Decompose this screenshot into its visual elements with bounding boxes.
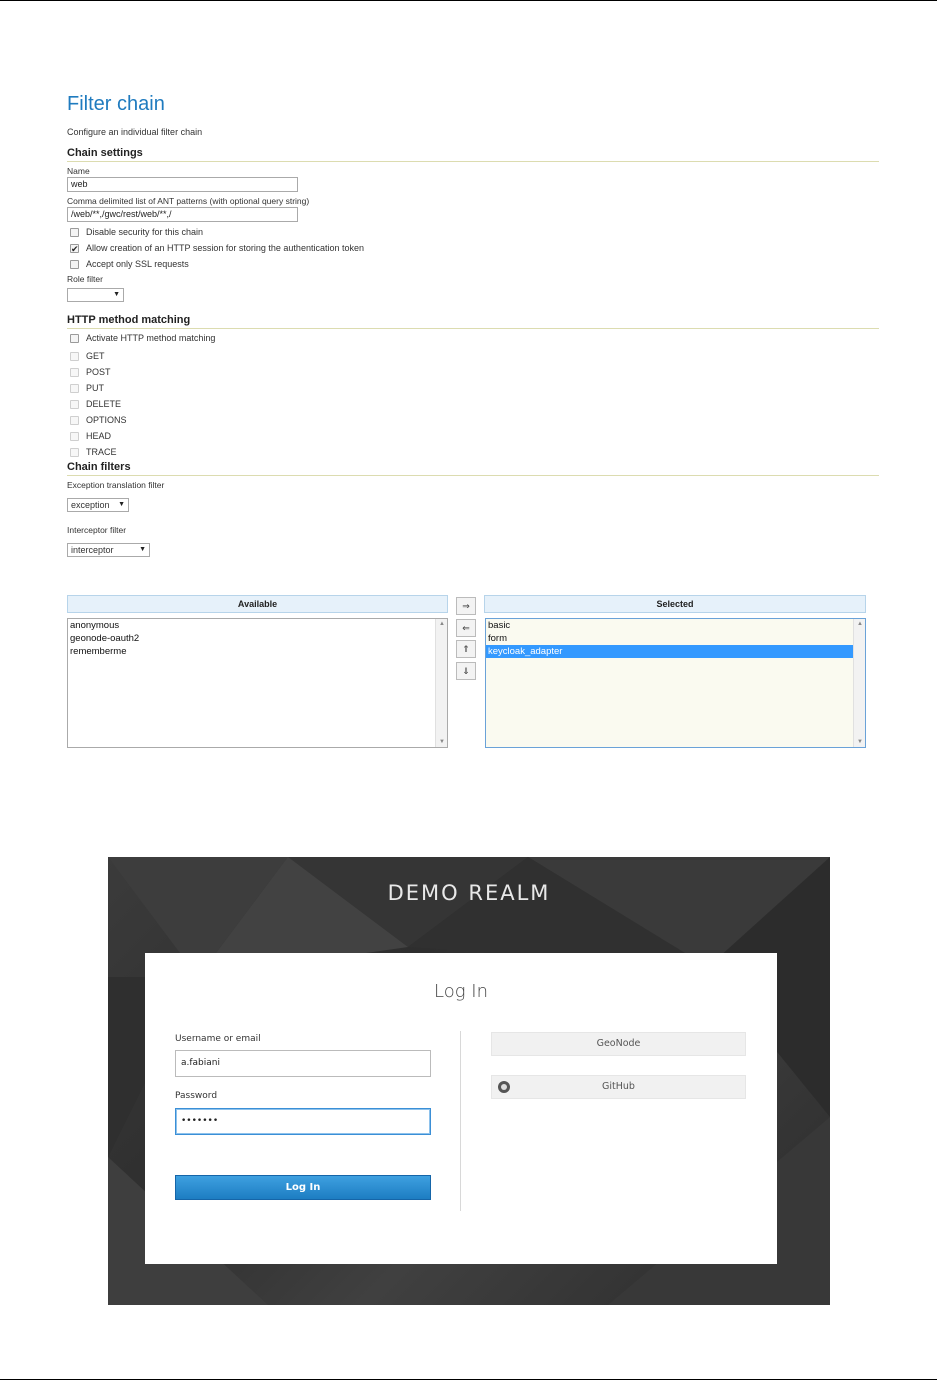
- github-provider-label: GitHub: [602, 1081, 635, 1092]
- http-method-label: HEAD: [86, 431, 112, 441]
- remove-filter-button[interactable]: ⇐: [456, 619, 476, 637]
- dropdown-arrow-icon: ▼: [139, 546, 146, 553]
- name-label: Name: [67, 166, 90, 176]
- scroll-down-icon[interactable]: ▼: [857, 739, 863, 745]
- http-method-label: POST: [86, 367, 111, 377]
- selected-header: Selected: [484, 595, 866, 613]
- interceptor-filter-value: interceptor: [71, 545, 114, 555]
- http-method-checkbox[interactable]: [70, 368, 79, 377]
- chain-settings-heading: Chain settings: [67, 147, 879, 162]
- dropdown-arrow-icon: ▼: [113, 291, 120, 298]
- scroll-down-icon[interactable]: ▼: [439, 739, 445, 745]
- list-item[interactable]: form: [488, 633, 507, 644]
- patterns-label: Comma delimited list of ANT patterns (with optional query string): [67, 196, 310, 206]
- move-up-button[interactable]: ⇑: [456, 640, 476, 658]
- http-method-label: DELETE: [86, 399, 122, 409]
- filter-palette: [67, 595, 879, 750]
- http-method-checkbox[interactable]: [70, 448, 79, 457]
- available-scrollbar[interactable]: [435, 619, 447, 747]
- http-method-checkbox[interactable]: [70, 416, 79, 425]
- selected-list[interactable]: [485, 618, 866, 748]
- login-button[interactable]: Log In: [175, 1175, 431, 1200]
- list-item[interactable]: geonode-oauth2: [70, 633, 140, 644]
- available-list[interactable]: [67, 618, 448, 748]
- login-title: Log In: [434, 981, 488, 1002]
- http-method-label: TRACE: [86, 447, 117, 457]
- ssl-only-checkbox[interactable]: [70, 260, 79, 269]
- interceptor-filter-select[interactable]: [67, 543, 150, 557]
- role-filter-select[interactable]: [67, 288, 124, 302]
- page-subtitle: Configure an individual filter chain: [67, 127, 203, 137]
- disable-security-checkbox[interactable]: [70, 228, 79, 237]
- list-item[interactable]: rememberme: [70, 646, 127, 657]
- list-item[interactable]: anonymous: [70, 620, 120, 631]
- interceptor-filter-label: Interceptor filter: [67, 525, 127, 535]
- activate-http-checkbox[interactable]: [70, 334, 79, 343]
- move-down-button[interactable]: ⇓: [456, 662, 476, 680]
- allow-session-label: Allow creation of an HTTP session for storing the authentication token: [86, 243, 364, 253]
- allow-session-row[interactable]: [67, 240, 879, 256]
- ssl-only-row[interactable]: [67, 256, 879, 272]
- http-method-row[interactable]: [67, 428, 879, 444]
- password-label: Password: [175, 1091, 218, 1101]
- filter-chain-panel: [67, 90, 879, 745]
- form-divider: [460, 1031, 461, 1211]
- http-matching-heading: HTTP method matching: [67, 314, 879, 329]
- page-top-rule: [0, 0, 937, 1]
- http-method-checkbox[interactable]: [70, 432, 79, 441]
- http-method-row[interactable]: [67, 396, 879, 412]
- chain-filters-heading: Chain filters: [67, 461, 879, 476]
- http-method-row[interactable]: [67, 380, 879, 396]
- realm-title: DEMO REALM: [387, 881, 551, 905]
- name-input[interactable]: web: [67, 177, 298, 192]
- http-method-row[interactable]: [67, 348, 879, 364]
- dropdown-arrow-icon: ▼: [118, 501, 125, 508]
- scroll-up-icon[interactable]: ▲: [439, 621, 445, 627]
- geonode-provider-button[interactable]: [491, 1032, 746, 1056]
- username-label: Username or email: [175, 1034, 261, 1044]
- http-method-row[interactable]: [67, 444, 879, 460]
- http-method-label: OPTIONS: [86, 415, 127, 425]
- geonode-provider-label: GeoNode: [596, 1038, 641, 1049]
- page-title: Filter chain: [67, 93, 165, 115]
- disable-security-row[interactable]: [67, 224, 879, 240]
- allow-session-checkbox[interactable]: [70, 244, 79, 253]
- keycloak-login-screen: [108, 857, 830, 1305]
- list-item[interactable]: keycloak_adapter: [486, 645, 853, 658]
- patterns-input[interactable]: /web/**,/gwc/rest/web/**,/: [67, 207, 298, 222]
- http-method-checkbox[interactable]: [70, 352, 79, 361]
- username-input[interactable]: a.fabiani: [175, 1050, 431, 1077]
- exception-filter-select[interactable]: [67, 498, 129, 512]
- http-method-checkbox[interactable]: [70, 384, 79, 393]
- http-method-label: PUT: [86, 383, 104, 393]
- scroll-up-icon[interactable]: ▲: [857, 621, 863, 627]
- add-filter-button[interactable]: ⇒: [456, 597, 476, 615]
- http-method-label: GET: [86, 351, 105, 361]
- http-method-checkbox[interactable]: [70, 400, 79, 409]
- disable-security-label: Disable security for this chain: [86, 227, 204, 237]
- list-item[interactable]: basic: [488, 620, 511, 631]
- http-method-row[interactable]: [67, 412, 879, 428]
- http-methods-list: [67, 348, 879, 460]
- github-icon: [498, 1081, 510, 1093]
- ssl-only-label: Accept only SSL requests: [86, 259, 189, 269]
- github-provider-button[interactable]: [491, 1075, 746, 1099]
- password-input[interactable]: •••••••: [175, 1108, 431, 1135]
- page-bottom-rule: [0, 1379, 937, 1380]
- available-header: Available: [67, 595, 448, 613]
- http-method-row[interactable]: [67, 364, 879, 380]
- exception-filter-label: Exception translation filter: [67, 480, 165, 490]
- role-filter-label: Role filter: [67, 274, 103, 284]
- exception-filter-value: exception: [71, 500, 110, 510]
- selected-scrollbar[interactable]: [853, 619, 865, 747]
- login-card: [145, 953, 777, 1264]
- activate-http-label: Activate HTTP method matching: [86, 333, 216, 343]
- activate-http-row[interactable]: [67, 330, 879, 346]
